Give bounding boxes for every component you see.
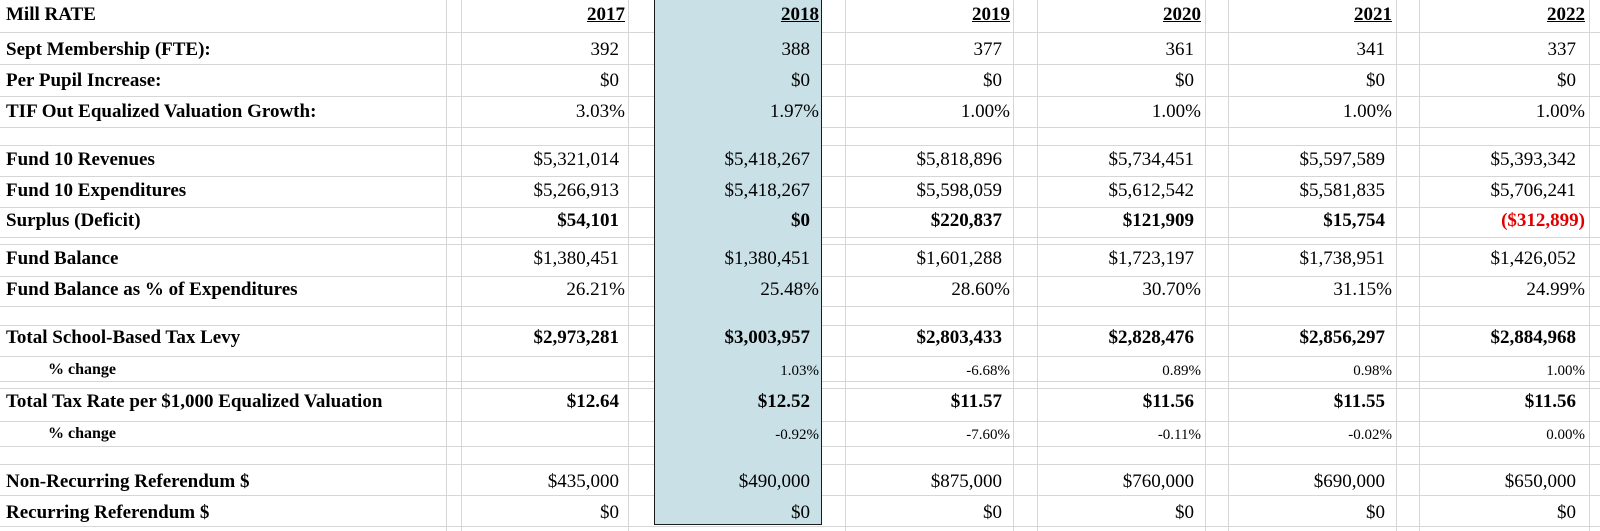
table-cell: $875,000 [930,471,1002,492]
table-cell: $0 [983,502,1002,523]
grid-line [1013,0,1014,531]
year-header: 2019 [972,4,1010,25]
grid-line [845,0,846,531]
table-cell: -0.92% [775,427,819,443]
table-cell: 1.03% [780,363,819,379]
table-cell: 1.00% [960,101,1010,122]
table-cell: $5,418,267 [724,180,810,201]
table-cell: $15,754 [1323,210,1385,231]
table-cell: $5,598,059 [916,180,1002,201]
table-cell: $121,909 [1122,210,1194,231]
table-cell: $0 [1557,70,1576,91]
table-cell: $490,000 [738,471,810,492]
table-cell: $5,581,835 [1299,180,1385,201]
table-cell: 31.15% [1333,279,1392,300]
table-cell: $2,828,476 [1108,327,1194,348]
table-cell: $220,837 [930,210,1002,231]
table-cell: $0 [600,502,619,523]
table-cell: $11.57 [950,391,1002,412]
table-cell: 1.00% [1546,363,1585,379]
table-cell: -0.02% [1348,427,1392,443]
table-cell: $3,003,957 [724,327,810,348]
table-cell: $0 [600,70,619,91]
year-header: 2021 [1354,4,1392,25]
table-cell: 1.00% [1535,101,1585,122]
table-cell: $5,418,267 [724,149,810,170]
table-cell: $11.56 [1142,391,1194,412]
grid-line [461,0,462,531]
row-label: Recurring Referendum $ [6,502,210,523]
table-cell: 0.89% [1162,363,1201,379]
row-label: Total Tax Rate per $1,000 Equalized Valuation [6,391,383,412]
grid-line [1589,0,1590,531]
table-cell: $5,321,014 [533,149,619,170]
table-cell: $2,856,297 [1299,327,1385,348]
table-cell: 26.21% [566,279,625,300]
table-cell: $2,973,281 [533,327,619,348]
row-label: Per Pupil Increase: [6,70,162,91]
table-cell: $0 [1175,502,1194,523]
table-cell: $435,000 [547,471,619,492]
table-cell: $5,597,589 [1299,149,1385,170]
table-cell: $1,426,052 [1490,248,1576,269]
table-cell: $2,803,433 [916,327,1002,348]
table-cell: 388 [781,39,810,60]
table-cell: $1,723,197 [1108,248,1194,269]
table-cell: 0.98% [1353,363,1392,379]
row-label: Surplus (Deficit) [6,210,141,231]
table-cell: $760,000 [1122,471,1194,492]
table-cell: $0 [1175,70,1194,91]
grid-line [1419,0,1420,531]
table-cell: 1.00% [1342,101,1392,122]
row-label: Sept Membership (FTE): [6,39,211,60]
table-cell: $0 [1557,502,1576,523]
row-label: Fund 10 Expenditures [6,180,187,201]
table-cell: 24.99% [1526,279,1585,300]
table-cell: $0 [791,502,810,523]
table-cell: $1,380,451 [724,248,810,269]
table-cell: $5,734,451 [1108,149,1194,170]
table-cell: $690,000 [1313,471,1385,492]
row-label: Non-Recurring Referendum $ [6,471,250,492]
table-cell: -0.11% [1157,427,1201,443]
table-cell: $0 [983,70,1002,91]
table-cell: 28.60% [951,279,1010,300]
table-cell: $5,266,913 [533,180,619,201]
table-cell: $0 [1366,502,1385,523]
table-cell: $11.56 [1524,391,1576,412]
table-cell: -7.60% [966,427,1010,443]
table-cell: 1.97% [769,101,819,122]
table-cell: $1,738,951 [1299,248,1385,269]
table-cell: 25.48% [760,279,819,300]
table-cell: 377 [973,39,1002,60]
table-cell: $5,393,342 [1490,149,1576,170]
table-cell: 341 [1356,39,1385,60]
year-header: 2020 [1163,4,1201,25]
grid-line [628,0,629,531]
table-cell: 1.00% [1151,101,1201,122]
table-cell: 361 [1165,39,1194,60]
table-cell: 337 [1547,39,1576,60]
year-header: 2018 [781,4,819,25]
table-cell: $2,884,968 [1490,327,1576,348]
table-cell: 392 [590,39,619,60]
year-header: 2017 [587,4,625,25]
table-cell: $5,612,542 [1108,180,1194,201]
table-cell: $5,706,241 [1490,180,1576,201]
table-cell: $0 [791,70,810,91]
page-title: Mill RATE [6,4,96,25]
table-cell: $12.64 [566,391,619,412]
table-cell: 3.03% [575,101,625,122]
deficit-value: ($312,899) [1501,210,1585,231]
table-cell: $1,601,288 [916,248,1002,269]
table-cell: $650,000 [1504,471,1576,492]
table-cell: 0.00% [1546,427,1585,443]
table-cell: $5,818,896 [916,149,1002,170]
row-label: Fund Balance [6,248,119,269]
table-cell: 30.70% [1142,279,1201,300]
table-cell: $11.55 [1333,391,1385,412]
table-cell: $54,101 [557,210,619,231]
grid-line [1228,0,1229,531]
grid-line [1037,0,1038,531]
row-label: Fund 10 Revenues [6,149,155,170]
row-label: Total School-Based Tax Levy [6,327,241,348]
grid-line [446,0,447,531]
table-cell: -6.68% [966,363,1010,379]
table-cell: $0 [791,210,810,231]
row-label: % change [48,361,116,378]
table-cell: $1,380,451 [533,248,619,269]
table-cell: $0 [1366,70,1385,91]
table-cell: $12.52 [757,391,810,412]
row-label: Fund Balance as % of Expenditures [6,279,298,300]
row-label: TIF Out Equalized Valuation Growth: [6,101,317,122]
grid-line [1396,0,1397,531]
row-label: % change [48,425,116,442]
year-header: 2022 [1547,4,1585,25]
grid-line [1205,0,1206,531]
